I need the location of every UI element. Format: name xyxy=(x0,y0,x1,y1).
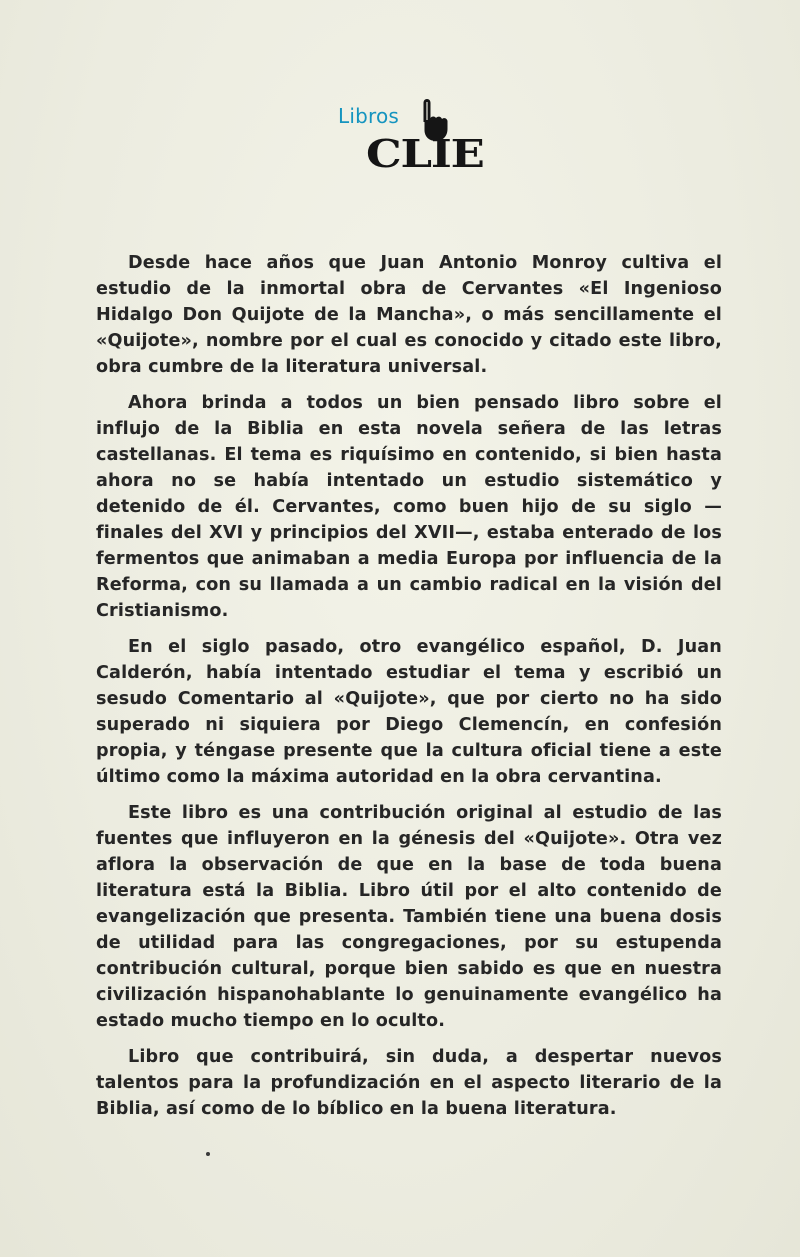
logo-libros-text: Libros xyxy=(338,104,400,128)
ink-speck xyxy=(206,1152,210,1156)
paragraph-5: Libro que contribuirá, sin duda, a despertar nuevos talentos para la profundización en el aspecto literario de la Biblia, así como de lo bíblico en la buena literatura. xyxy=(96,1047,722,1119)
paragraph-2: Ahora brinda a todos un bien pensado libro sobre el influjo de la Biblia en esta novela señera de las letras castellanas. El tema es riquísimo en contenido, si bien hasta ahora no se había intentado un estudio sistemático y detenido de él. Cervantes, como buen hijo de su siglo —finales del XVI y principios del XVII—, estaba enterado de los fermentos que animaban a media Europa por influencia de la Reforma, con su llamada a un cambio radical en la visión del Cristianismo. xyxy=(96,393,722,621)
logo-clie-text: CLIE xyxy=(366,131,484,176)
publisher-logo xyxy=(336,96,486,180)
paragraph-4: Este libro es una contribución original al estudio de las fuentes que influyeron en la génesis del «Quijote». Otra vez aflora la observación de que en la base de toda buena literatura está la Biblia. Libro útil por el alto contenido de evangelización que presenta. También tiene una buena dosis de utilidad para las congregaciones, por su estupenda contribución cultural, porque bien sabido es que en nuestra civilización hispanohablante lo genuinamente evangélico ha estado mucho tiempo en lo oculto. xyxy=(96,803,722,1031)
blurb-text xyxy=(96,250,722,1122)
paragraph-1: Desde hace años que Juan Antonio Monroy cultiva el estudio de la inmortal obra de Cervantes «El Ingenioso Hidalgo Don Quijote de la Mancha», o más sencillamente el «Quijote», nombre por el cual es conocido y citado este libro, obra cumbre de la literatura universal. xyxy=(96,253,722,377)
paragraph-3: En el siglo pasado, otro evangélico español, D. Juan Calderón, había intentado estudiar el tema y escribió un sesudo Comentario al «Quijote», que por cierto no ha sido superado ni siquiera por Diego Clemencín, en confesión propia, y téngase presente que la cultura oficial tiene a este último como la máxima autoridad en la obra cervantina. xyxy=(96,637,722,787)
